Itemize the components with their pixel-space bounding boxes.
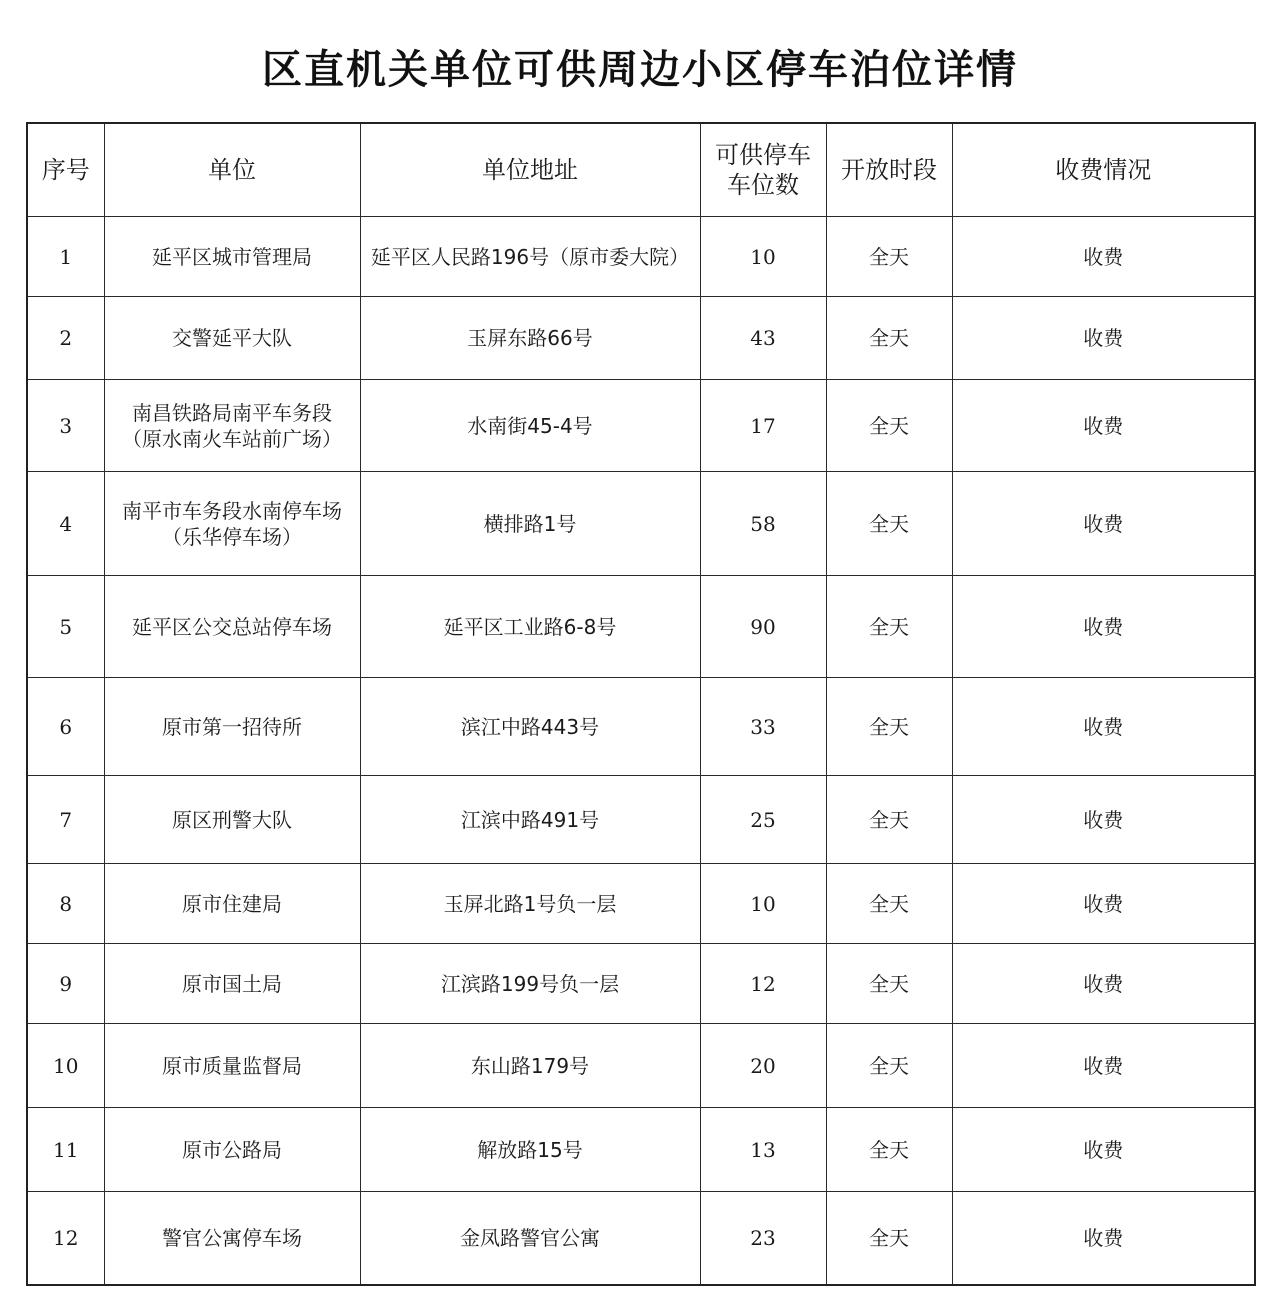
cell-unit-line: 原市公路局 <box>182 1137 282 1162</box>
cell-no: 1 <box>27 217 104 297</box>
cell-unit-line: 警官公寓停车场 <box>162 1225 302 1250</box>
cell-address: 横排路1号 <box>360 472 700 576</box>
cell-fee: 收费 <box>952 678 1255 776</box>
cell-no: 12 <box>27 1192 104 1285</box>
page-title: 区直机关单位可供周边小区停车泊位详情 <box>262 47 1018 93</box>
cell-unit <box>104 864 360 944</box>
cell-open: 全天 <box>826 217 952 297</box>
cell-unit <box>104 1024 360 1108</box>
table-row <box>27 576 1255 678</box>
header-address: 单位地址 <box>360 123 700 217</box>
cell-unit <box>104 297 360 380</box>
cell-open: 全天 <box>826 678 952 776</box>
cell-spaces: 90 <box>700 576 826 678</box>
table-body <box>27 217 1255 1285</box>
table-row <box>27 1192 1255 1285</box>
table-row <box>27 472 1255 576</box>
cell-address: 江滨路199号负一层 <box>360 944 700 1024</box>
cell-spaces: 13 <box>700 1108 826 1192</box>
cell-open: 全天 <box>826 944 952 1024</box>
cell-spaces: 20 <box>700 1024 826 1108</box>
cell-address: 江滨中路491号 <box>360 776 700 864</box>
cell-fee: 收费 <box>952 1108 1255 1192</box>
header-no: 序号 <box>27 123 104 217</box>
cell-fee: 收费 <box>952 1024 1255 1108</box>
cell-fee: 收费 <box>952 380 1255 472</box>
cell-open: 全天 <box>826 1108 952 1192</box>
cell-spaces: 23 <box>700 1192 826 1285</box>
cell-open: 全天 <box>826 576 952 678</box>
cell-no: 9 <box>27 944 104 1024</box>
cell-fee: 收费 <box>952 217 1255 297</box>
cell-fee: 收费 <box>952 297 1255 380</box>
cell-address: 延平区人民路196号（原市委大院） <box>360 217 700 297</box>
cell-open: 全天 <box>826 472 952 576</box>
cell-fee: 收费 <box>952 944 1255 1024</box>
cell-no: 4 <box>27 472 104 576</box>
cell-unit-line: 延平区城市管理局 <box>152 244 312 269</box>
cell-no: 3 <box>27 380 104 472</box>
cell-address: 解放路15号 <box>360 1108 700 1192</box>
table-row <box>27 678 1255 776</box>
cell-address: 延平区工业路6-8号 <box>360 576 700 678</box>
cell-unit-line: 原区刑警大队 <box>172 807 292 832</box>
table-row <box>27 1024 1255 1108</box>
cell-no: 10 <box>27 1024 104 1108</box>
cell-unit-line: 南平市车务段水南停车场 <box>122 498 342 523</box>
cell-fee: 收费 <box>952 1192 1255 1285</box>
cell-spaces: 33 <box>700 678 826 776</box>
cell-spaces: 10 <box>700 864 826 944</box>
header-fee: 收费情况 <box>952 123 1255 217</box>
cell-open: 全天 <box>826 1192 952 1285</box>
cell-unit-line: 原市质量监督局 <box>162 1053 302 1078</box>
table-row <box>27 217 1255 297</box>
cell-no: 7 <box>27 776 104 864</box>
cell-spaces: 58 <box>700 472 826 576</box>
cell-spaces: 17 <box>700 380 826 472</box>
cell-open: 全天 <box>826 1024 952 1108</box>
cell-no: 11 <box>27 1108 104 1192</box>
cell-address: 金凤路警官公寓 <box>360 1192 700 1285</box>
header-spaces <box>700 123 826 217</box>
cell-open: 全天 <box>826 776 952 864</box>
cell-unit-line: 原市国土局 <box>182 971 282 996</box>
cell-no: 5 <box>27 576 104 678</box>
cell-fee: 收费 <box>952 472 1255 576</box>
table-row <box>27 864 1255 944</box>
table-row <box>27 380 1255 472</box>
cell-unit-line: 原市住建局 <box>182 891 282 916</box>
cell-unit-line: （原水南火车站前广场） <box>122 426 342 451</box>
header-spaces-line1: 可供停车 <box>715 141 811 169</box>
cell-no: 2 <box>27 297 104 380</box>
cell-address: 滨江中路443号 <box>360 678 700 776</box>
cell-open: 全天 <box>826 864 952 944</box>
header-spaces-line2: 车位数 <box>727 171 799 199</box>
cell-open: 全天 <box>826 297 952 380</box>
cell-unit <box>104 217 360 297</box>
table-row <box>27 1108 1255 1192</box>
cell-spaces: 12 <box>700 944 826 1024</box>
cell-unit-line: 原市第一招待所 <box>162 714 302 739</box>
cell-unit-line: 延平区公交总站停车场 <box>132 614 332 639</box>
cell-unit <box>104 380 360 472</box>
table-row <box>27 776 1255 864</box>
cell-no: 8 <box>27 864 104 944</box>
header-unit: 单位 <box>104 123 360 217</box>
cell-no: 6 <box>27 678 104 776</box>
cell-unit <box>104 472 360 576</box>
cell-unit <box>104 576 360 678</box>
cell-spaces: 25 <box>700 776 826 864</box>
table-row <box>27 944 1255 1024</box>
cell-address: 水南街45-4号 <box>360 380 700 472</box>
cell-unit <box>104 1192 360 1285</box>
cell-open: 全天 <box>826 380 952 472</box>
cell-unit <box>104 776 360 864</box>
parking-table <box>26 122 1256 1286</box>
cell-address: 东山路179号 <box>360 1024 700 1108</box>
cell-unit <box>104 944 360 1024</box>
cell-unit <box>104 1108 360 1192</box>
header-row <box>27 123 1255 217</box>
cell-spaces: 43 <box>700 297 826 380</box>
cell-address: 玉屏北路1号负一层 <box>360 864 700 944</box>
cell-fee: 收费 <box>952 776 1255 864</box>
table-row <box>27 297 1255 380</box>
cell-unit-line: （乐华停车场） <box>162 524 302 549</box>
cell-unit-line: 南昌铁路局南平车务段 <box>132 400 332 425</box>
cell-fee: 收费 <box>952 864 1255 944</box>
cell-unit <box>104 678 360 776</box>
cell-unit-line: 交警延平大队 <box>172 326 292 350</box>
header-open: 开放时段 <box>826 123 952 217</box>
cell-spaces: 10 <box>700 217 826 297</box>
cell-fee: 收费 <box>952 576 1255 678</box>
cell-address: 玉屏东路66号 <box>360 297 700 380</box>
